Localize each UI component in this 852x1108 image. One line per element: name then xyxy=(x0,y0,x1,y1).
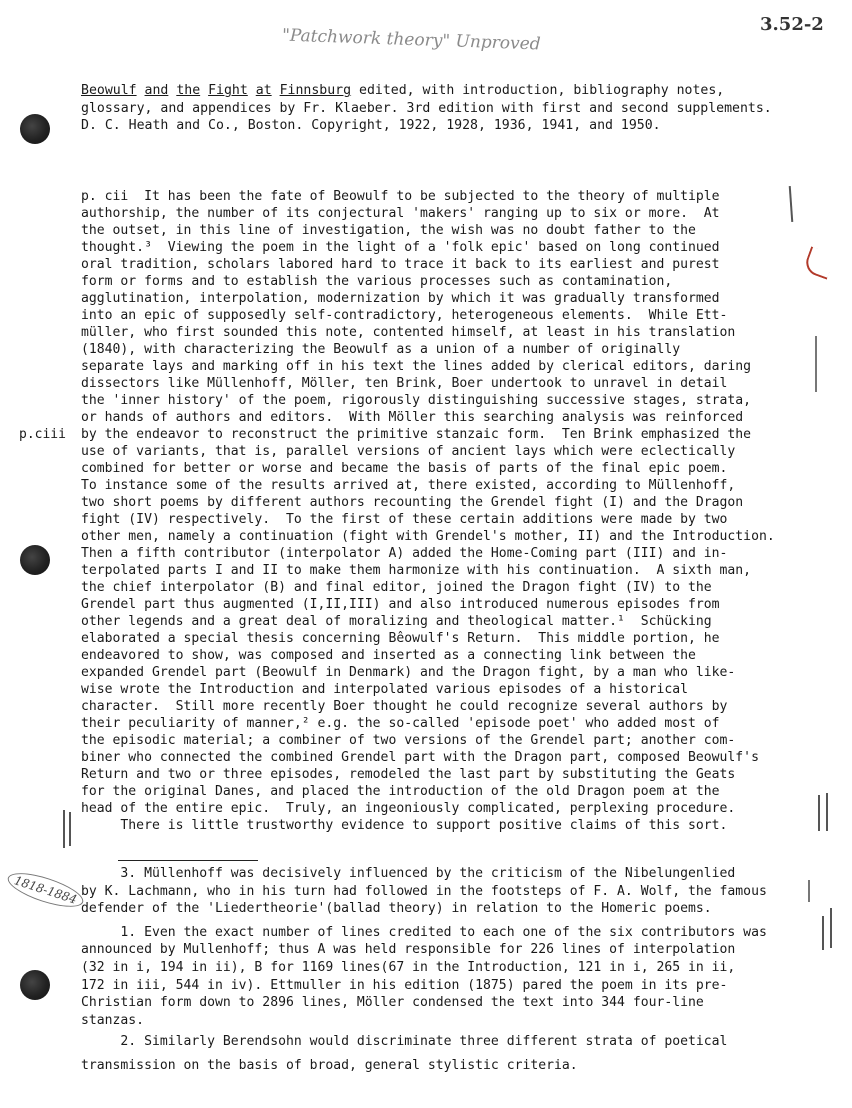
punch-hole-top xyxy=(20,114,50,144)
body-line: by the endeavor to reconstruct the primitive stanzaic form. Ten Brink emphasized the xyxy=(81,427,752,442)
body-line: character. Still more recently Boer thought he could recognize several authors by xyxy=(81,699,728,714)
body-line: thought.³ Viewing the poem in the light of a 'folk epic' based on long continued xyxy=(81,240,720,255)
margin-mark-left-bottom-1 xyxy=(63,810,65,848)
title-word-fight: Fight xyxy=(208,83,248,98)
margin-mark-footnote-right-2 xyxy=(822,916,824,950)
page-id-handwritten: 3.52-2 xyxy=(760,14,824,35)
bibliography-entry xyxy=(81,82,781,135)
margin-mark-right-bottom-1 xyxy=(818,795,820,831)
body-line: other men, namely a continuation (fight with Grendel's mother, II) and the Introduction. xyxy=(81,529,775,544)
body-line: the 'inner history' of the poem, rigorously distinguishing successive stages, strata, xyxy=(81,393,752,408)
bibliography-details: edited, with introduction, bibliography notes, glossary, and appendices by Fr. Klaeber. 3rd edition with first and second supplements. D. C. Heath and Co., Boston. Copyright, 1922, 1928, 1936, 1941, and 1950. xyxy=(81,83,772,133)
body-line: authorship, the number of its conjectural 'makers' ranging up to six or more. At xyxy=(81,206,720,221)
margin-mark-left-bottom-2 xyxy=(69,812,71,846)
body-line: There is little trustworthy evidence to support positive claims of this sort. xyxy=(81,818,728,833)
body-line: dissectors like Müllenhoff, Möller, ten Brink, Boer undertook to unravel in detail xyxy=(81,376,728,391)
body-line: To instance some of the results arrived at, there existed, according to Müllenhoff, xyxy=(81,478,736,493)
body-line: separate lays and marking off in his text the lines added by clerical editors, daring xyxy=(81,359,752,374)
body-line: form or forms and to establish the various processes such as contamination, xyxy=(81,274,673,289)
margin-page-label: p.ciii xyxy=(19,427,66,442)
body-line: terpolated parts I and II to make them harmonize with his continuation. A sixth man, xyxy=(81,563,752,578)
title-word-beowulf: Beowulf xyxy=(81,83,137,98)
body-line: endeavored to show, was composed and inserted as a connecting link between the xyxy=(81,648,696,663)
footnote-line: transmission on the basis of broad, general stylistic criteria. xyxy=(81,1057,578,1073)
body-line: wise wrote the Introduction and interpolated various episodes of a historical xyxy=(81,682,688,697)
footnotes xyxy=(81,865,821,1075)
body-line: two short poems by different authors recounting the Grendel fight (I) and the Dragon xyxy=(81,495,744,510)
body-line: or hands of authors and editors. With Möller this searching analysis was reinforced xyxy=(81,410,744,425)
title-word-and: and xyxy=(144,83,169,98)
body-line: Return and two or three episodes, remodeled the last part by substituting the Geats xyxy=(81,767,736,782)
footnote-line: by K. Lachmann, who in his turn had followed in the footsteps of F. A. Wolf, the famous xyxy=(81,883,767,899)
handwritten-heading: "Patchwork theory" Unproved xyxy=(281,25,541,55)
body-line: combined for better or worse and became the basis of parts of the final epic poem. xyxy=(81,461,728,476)
body-line: müller, who first sounded this note, contented himself, at least in his translation xyxy=(81,325,736,340)
punch-hole-bottom xyxy=(20,970,50,1000)
margin-mark-footnote-right-3 xyxy=(830,908,832,948)
footnote-line: announced by Mullenhoff; thus A was held responsible for 226 lines of interpolation xyxy=(81,942,736,958)
body-line: fight (IV) respectively. To the first of these certain additions were made by two xyxy=(81,512,728,527)
body-line: oral tradition, scholars labored hard to trace it back to its earliest and purest xyxy=(81,257,720,272)
footnote-line: (32 in i, 194 in ii), B for 1169 lines(67 in the Introduction, 121 in i, 265 in ii, xyxy=(81,959,736,975)
margin-red-mark xyxy=(802,246,835,279)
body-line: (1840), with characterizing the Beowulf as a union of a number of originally xyxy=(81,342,681,357)
footnote-line: 2. Similarly Berendsohn would discriminate three different strata of poetical xyxy=(81,1034,728,1050)
body-line: into an epic of supposedly self-contradictory, heterogeneous elements. While Ett- xyxy=(81,308,728,323)
body-line: their peculiarity of manner,² e.g. the so-called 'episode poet' who added most of xyxy=(81,716,720,731)
punch-hole-middle xyxy=(20,545,50,575)
footnote-line: 1. Even the exact number of lines credited to each one of the six contributors was xyxy=(81,924,767,940)
body-line: elaborated a special thesis concerning Bêowulf's Return. This middle portion, he xyxy=(81,631,720,646)
margin-dates-handwritten: 1818-1884 xyxy=(4,866,87,913)
footnote-separator xyxy=(118,860,258,861)
body-line: the episodic material; a combiner of two versions of the Grendel part; another com- xyxy=(81,733,736,748)
body-line: the outset, in this line of investigation, the wish was no doubt father to the xyxy=(81,223,696,238)
footnote-line: defender of the 'Liedertheorie'(ballad theory) in relation to the Homeric poems. xyxy=(81,901,712,917)
body-line: head of the entire epic. Truly, an ingeoniously complicated, perplexing procedure. xyxy=(81,801,736,816)
footnote-line: 172 in iii, 544 in iv). Ettmuller in his edition (1875) pared the poem in its pre- xyxy=(81,977,728,993)
margin-mark-right-bottom-2 xyxy=(826,793,828,831)
body-line: Grendel part thus augmented (I,II,III) and also introduced numerous episodes from xyxy=(81,597,720,612)
title-word-finnsburg: Finnsburg xyxy=(279,83,352,98)
body-line: agglutination, interpolation, modernization by which it was gradually transformed xyxy=(81,291,720,306)
body-line: biner who connected the combined Grendel part with the Dragon part, composed Beowulf's xyxy=(81,750,759,765)
body-line: p. cii It has been the fate of Beowulf to be subjected to the theory of multiple xyxy=(81,189,720,204)
body-line: the chief interpolator (B) and final editor, joined the Dragon fight (IV) to the xyxy=(81,580,712,595)
body-line: use of variants, that is, parallel versions of ancient lays which were eclectically xyxy=(81,444,736,459)
margin-mark-mid-right xyxy=(815,336,817,392)
body-line: other legends and a great deal of moralizing and theological matter.¹ Schücking xyxy=(81,614,712,629)
body-line: for the original Danes, and placed the introduction of the old Dragon poem at the xyxy=(81,784,720,799)
body-line: expanded Grendel part (Beowulf in Denmark) and the Dragon fight, by a man who like- xyxy=(81,665,736,680)
footnote-line: stanzas. xyxy=(81,1012,145,1028)
main-text-body xyxy=(81,188,801,834)
footnote-line: 3. Müllenhoff was decisively influenced by the criticism of the Nibelungenlied xyxy=(81,866,736,881)
title-word-the: the xyxy=(176,83,201,98)
title-word-at: at xyxy=(255,83,272,98)
body-line: Then a fifth contributor (interpolator A) added the Home-Coming part (III) and in- xyxy=(81,546,728,561)
footnote-line: Christian form down to 2896 lines, Möller condensed the text into 344 four-line xyxy=(81,995,704,1011)
